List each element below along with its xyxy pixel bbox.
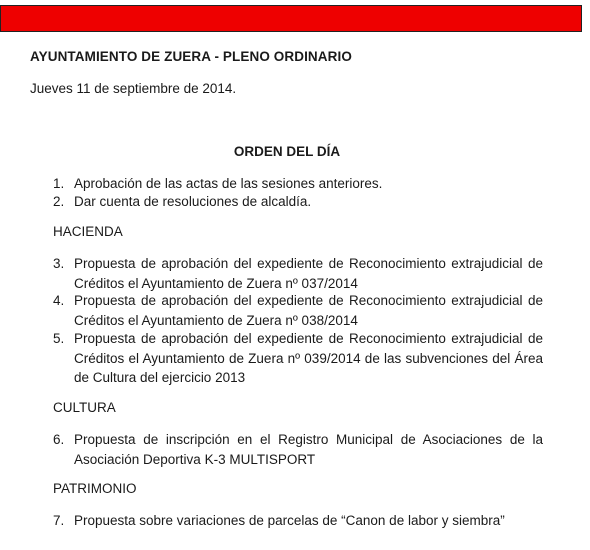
agenda-item-number: 7.	[53, 513, 65, 528]
agenda-item	[53, 254, 543, 293]
agenda-item-number: 5.	[53, 331, 65, 346]
agenda-item-text: Dar cuenta de resoluciones de alcaldía.	[74, 194, 312, 209]
session-date: Jueves 11 de septiembre de 2014.	[30, 81, 237, 96]
agenda-item-text: Propuesta de aprobación del expediente de Reconocimiento extrajudicial de Créditos el Ayuntamiento de Zuera nº 038/2014	[74, 293, 543, 328]
agenda-item-text: Aprobación de las actas de las sesiones anteriores.	[74, 176, 383, 191]
agenda-item-number: 3.	[53, 256, 65, 271]
agenda-item	[53, 192, 543, 212]
agenda-item-number: 6.	[53, 432, 65, 447]
page-title: AYUNTAMIENTO DE ZUERA - PLENO ORDINARIO	[30, 49, 352, 64]
agenda-item	[53, 430, 543, 469]
agenda-item	[53, 174, 543, 194]
agenda-item-text: Propuesta de inscripción en el Registro Municipal de Asociaciones de la Asociación Deportiva K-3 MULTISPORT	[74, 432, 543, 467]
agenda-item-text: Propuesta de aprobación del expediente de Reconocimiento extrajudicial de Créditos el Ayuntamiento de Zuera nº 039/2014 de las subvenciones del Área de Cultura del ejercicio 2013	[74, 331, 543, 385]
header-banner	[0, 5, 582, 32]
agenda-item-number: 1.	[53, 176, 65, 191]
agenda-item	[53, 329, 543, 388]
section-heading-cultura: CULTURA	[53, 400, 116, 415]
agenda-item-number: 4.	[53, 293, 65, 308]
agenda-item	[53, 511, 543, 531]
agenda-item	[53, 291, 543, 330]
section-heading-patrimonio: PATRIMONIO	[53, 481, 137, 496]
agenda-item-text: Propuesta sobre variaciones de parcelas de “Canon de labor y siembra”	[74, 513, 505, 528]
agenda-item-text: Propuesta de aprobación del expediente de Reconocimiento extrajudicial de Créditos el Ayuntamiento de Zuera nº 037/2014	[74, 256, 543, 291]
agenda-title: ORDEN DEL DÍA	[233, 144, 341, 159]
section-heading-hacienda: HACIENDA	[53, 224, 123, 239]
agenda-item-number: 2.	[53, 194, 65, 209]
